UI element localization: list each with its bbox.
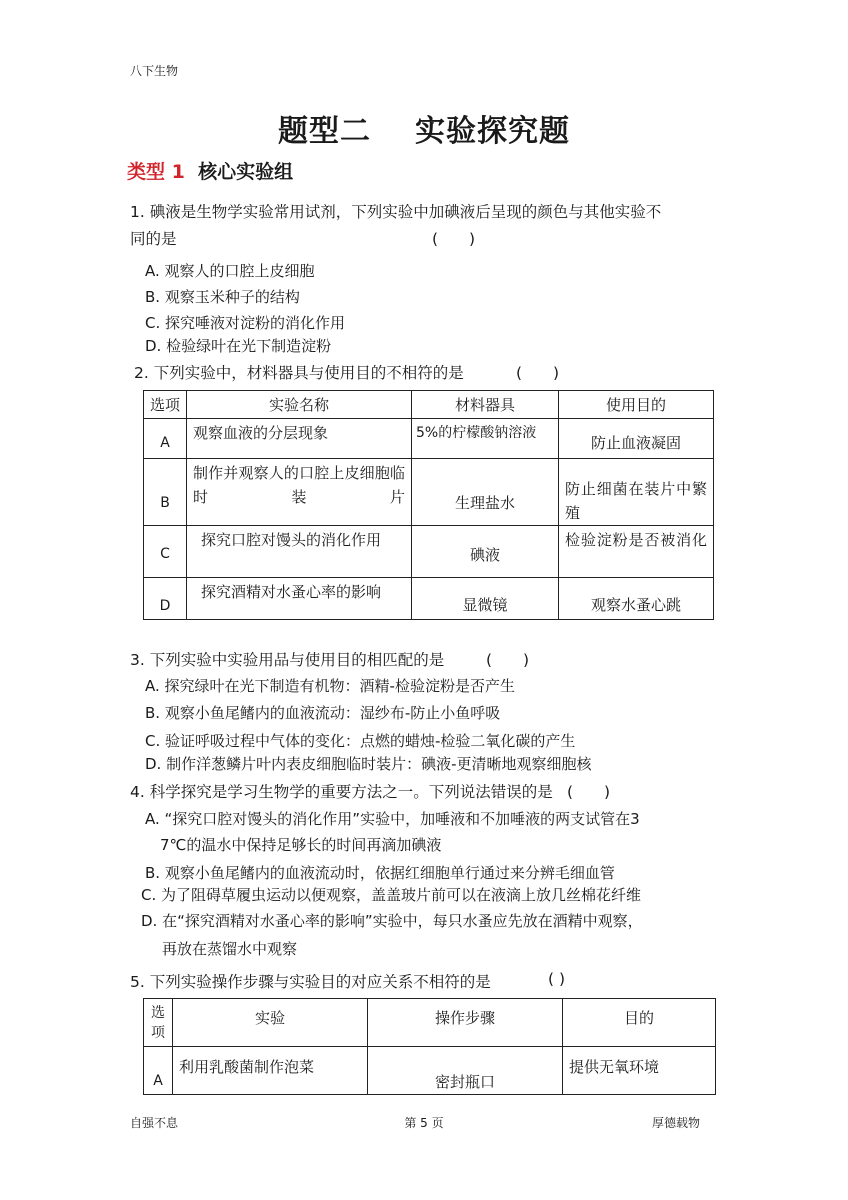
table-cell-option: A: [144, 1047, 173, 1095]
table-cell-material: 生理盐水: [412, 459, 559, 526]
q4-stem: 4. 科学探究是学习生物学的重要方法之一。下列说法错误的是: [130, 783, 553, 801]
table-cell-name: 观察血液的分层现象: [187, 419, 412, 459]
table-header-cell: 操作步骤: [368, 999, 563, 1047]
q4-option-b: B. 观察小鱼尾鳍内的血液流动时，依据红细胞单行通过来分辨毛细血管: [145, 864, 615, 882]
table-header-cell: 目的: [563, 999, 716, 1047]
table-cell-material: 显微镜: [412, 578, 559, 620]
table-cell-name: 探究酒精对水蚤心率的影响: [187, 578, 412, 620]
footer-left: 自强不息: [130, 1116, 179, 1130]
section-tag: 类型 1: [127, 161, 185, 183]
table-cell-name: 利用乳酸菌制作泡菜: [173, 1047, 368, 1095]
footer-right: 厚德载物: [652, 1116, 701, 1130]
table-row: [144, 578, 714, 620]
table-header-cell: 材料器具: [412, 391, 559, 419]
table-cell-name: 制作并观察人的口腔上皮细胞临时装片: [187, 459, 412, 526]
q4-option-d-line2: 再放在蒸馏水中观察: [162, 940, 298, 958]
section-name: 核心实验组: [198, 161, 294, 183]
q3-option-a: A. 探究绿叶在光下制造有机物：酒精-检验淀粉是否产生: [145, 677, 515, 695]
table-cell-material: 5%的柠檬酸钠溶液: [412, 419, 559, 459]
q5-stem: 5. 下列实验操作步骤与实验目的对应关系不相符的是: [130, 973, 491, 991]
q2-stem: 2. 下列实验中，材料器具与使用目的不相符的是: [134, 364, 464, 382]
q3-option-c: C. 验证呼吸过程中气体的变化：点燃的蜡烛-检验二氧化碳的产生: [145, 732, 576, 750]
table-row: [144, 419, 714, 459]
q1-option-a: A. 观察人的口腔上皮细胞: [145, 262, 315, 280]
table-header-cell: 使用目的: [559, 391, 714, 419]
q5-table: [143, 998, 716, 1095]
table-cell-material: 碘液: [412, 526, 559, 578]
table-header-row: [144, 391, 714, 419]
table-cell-option: A: [144, 419, 187, 459]
q3-stem: 3. 下列实验中实验用品与使用目的相匹配的是: [130, 651, 445, 669]
q4-option-d-line1: D. 在“探究酒精对水蚤心率的影响”实验中，每只水蚤应先放在酒精中观察，: [141, 912, 643, 930]
title-part2: 实验探究题: [415, 114, 570, 149]
q4-option-a-line1: A. “探究口腔对馒头的消化作用”实验中，加唾液和不加唾液的两支试管在3: [145, 810, 640, 828]
table-cell-step: 密封瓶口: [368, 1047, 563, 1095]
table-row: [144, 526, 714, 578]
table-cell-purpose: 防止细菌在装片中繁殖: [559, 459, 714, 526]
q1-answer-paren: ( ): [432, 230, 476, 248]
table-row: [144, 1047, 716, 1095]
page-title: [0, 106, 848, 150]
table-cell-option: B: [144, 459, 187, 526]
q4-answer-paren: ( ): [567, 783, 611, 801]
table-header-cell: 选项: [144, 999, 173, 1047]
table-header-row: [144, 999, 716, 1047]
q2-answer-paren: ( ): [516, 364, 560, 382]
table-header-cell: 实验名称: [187, 391, 412, 419]
q3-answer-paren: ( ): [486, 651, 530, 669]
page-number: 第 5 页: [404, 1116, 444, 1130]
q4-option-c: C. 为了阻碍草履虫运动以便观察，盖盖玻片前可以在液滴上放几丝棉花纤维: [141, 886, 642, 904]
q2-table: [143, 390, 714, 620]
q4-option-a-line2: 7℃的温水中保持足够长的时间再滴加碘液: [160, 836, 442, 854]
table-header-cell: 选项: [144, 391, 187, 419]
q1-stem-line2: 同的是: [130, 230, 177, 248]
table-cell-purpose: 观察水蚤心跳: [559, 578, 714, 620]
q3-option-b: B. 观察小鱼尾鳍内的血液流动：湿纱布-防止小鱼呼吸: [145, 704, 501, 722]
q1-option-b: B. 观察玉米种子的结构: [145, 288, 300, 306]
q3-option-d: D. 制作洋葱鳞片叶内表皮细胞临时装片：碘液-更清晰地观察细胞核: [145, 755, 592, 773]
q1-option-c: C. 探究唾液对淀粉的消化作用: [145, 314, 346, 332]
section-heading: [127, 157, 293, 184]
table-cell-purpose: 检验淀粉是否被消化: [559, 526, 714, 578]
title-part1: 题型二: [278, 114, 371, 149]
header-subject: 八下生物: [130, 64, 179, 78]
table-cell-purpose: 提供无氧环境: [563, 1047, 716, 1095]
q1-option-d: D. 检验绿叶在光下制造淀粉: [145, 337, 332, 355]
q1-stem-line1: 1. 碘液是生物学实验常用试剂，下列实验中加碘液后呈现的颜色与其他实验不: [130, 203, 662, 221]
table-cell-purpose: 防止血液凝固: [559, 419, 714, 459]
table-cell-option: C: [144, 526, 187, 578]
table-cell-name: 探究口腔对馒头的消化作用: [187, 526, 412, 578]
table-cell-option: D: [144, 578, 187, 620]
q5-answer-paren: ( ): [548, 970, 566, 988]
table-row: [144, 459, 714, 526]
table-header-cell: 实验: [173, 999, 368, 1047]
